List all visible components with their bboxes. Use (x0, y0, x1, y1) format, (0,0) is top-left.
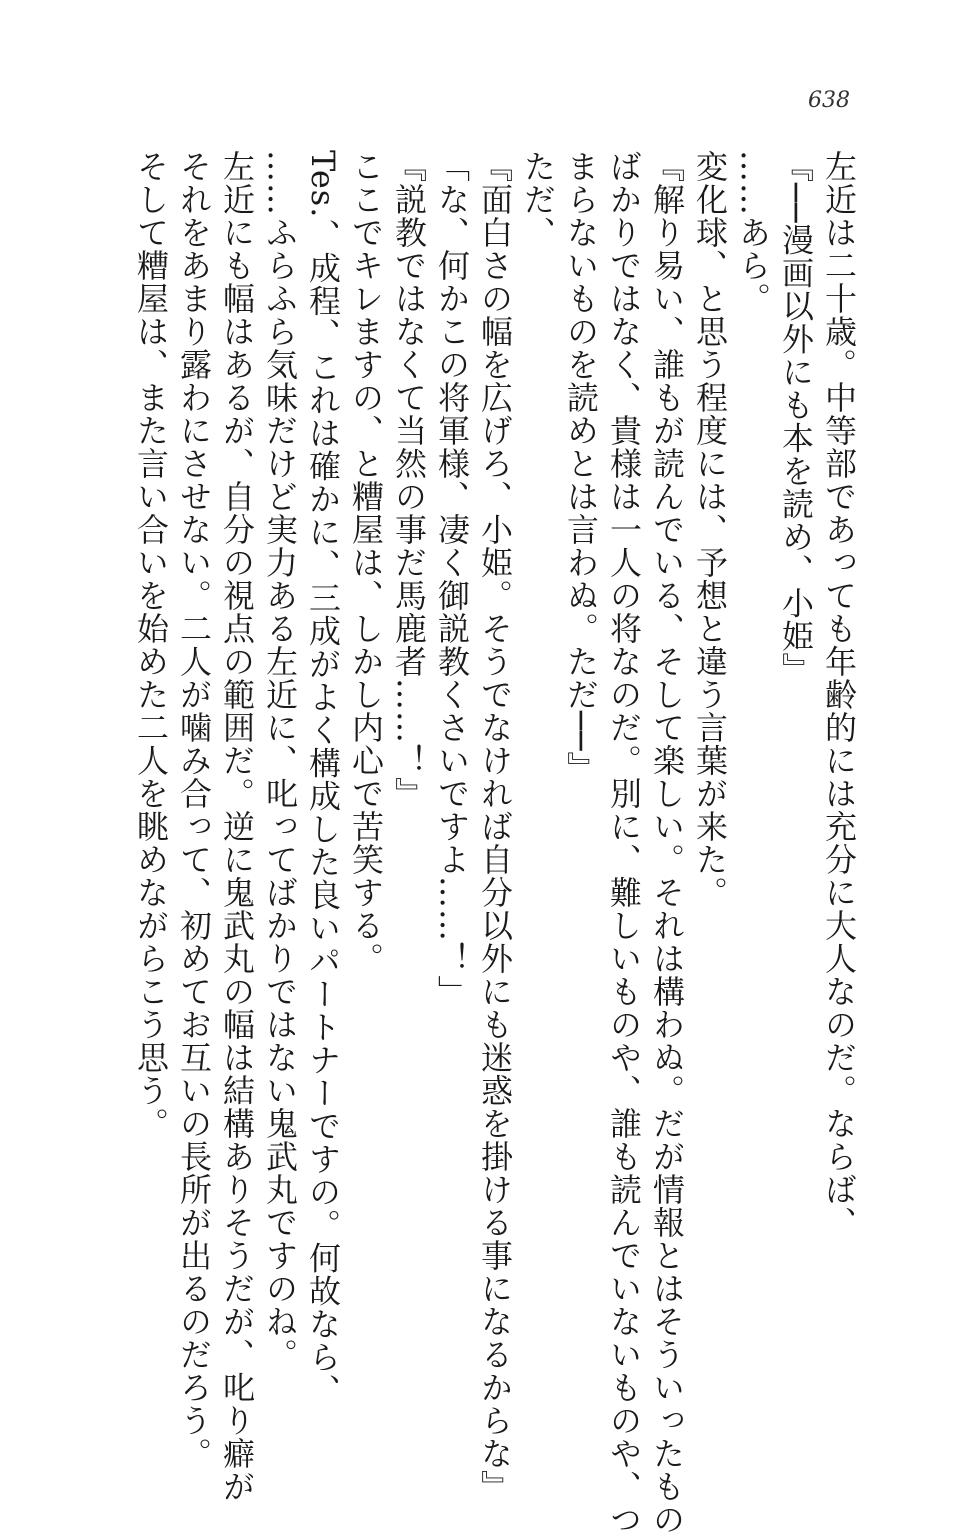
vertical-text-body (100, 150, 860, 1536)
text-line: 『──漫画以外にも本を読め、小姫』 (777, 150, 815, 686)
text-line: ただ、 (519, 150, 557, 249)
text-line: 『面白さの幅を広げろ、小姫。そうでなければ自分以外にも迷惑を掛ける事になるからな』 (476, 150, 514, 1503)
text-line: まらないものを読めとは言わぬ。ただ──』 (562, 150, 600, 785)
text-line: 左近は二十歳。中等部であっても年齢的には充分に大人なのだ。ならば、 (820, 150, 858, 1239)
text-line: ここでキレますの、と糟屋は、しかし内心で苦笑する。 (347, 150, 385, 975)
text-line: Tes.、成程、これは確かに、三成がよく構成した良いパートナーですの。何故なら、 (304, 150, 342, 1407)
text-line: ……あら。 (734, 150, 772, 315)
text-line: 「な、何かこの将軍様、凄く御説教くさいですよ……！」 (433, 150, 471, 1008)
text-line: 変化球、と思う程度には、予想と違う言葉が来た。 (691, 150, 729, 909)
text-line: そして糟屋は、また言い合いを始めた二人を眺めながらこう思う。 (132, 150, 170, 1140)
text-line: 『説教ではなくて当然の事だ馬鹿者……！』 (390, 150, 428, 810)
text-line: それをあまり露わにさせない。二人が噛み合って、初めてお互いの長所が出るのだろう。 (175, 150, 213, 1470)
text-line: 左近にも幅はあるが、自分の視点の範囲だ。逆に鬼武丸の幅は結構ありそうだが、叱り癖が (218, 150, 256, 1503)
page-number: 638 (808, 88, 850, 113)
text-line: ……ふらふら気味だけど実力ある左近に、叱ってばかりではない鬼武丸ですのね。 (261, 150, 299, 1371)
text-line: ばかりではなく、貴様は一人の将なのだ。別に、難しいものや、誰も読んでいないものや、つ (605, 150, 643, 1536)
text-line: 『解り易い、誰もが読んでいる、そして楽しい。それは構わぬ。だが情報とはそういったもの (648, 150, 686, 1536)
